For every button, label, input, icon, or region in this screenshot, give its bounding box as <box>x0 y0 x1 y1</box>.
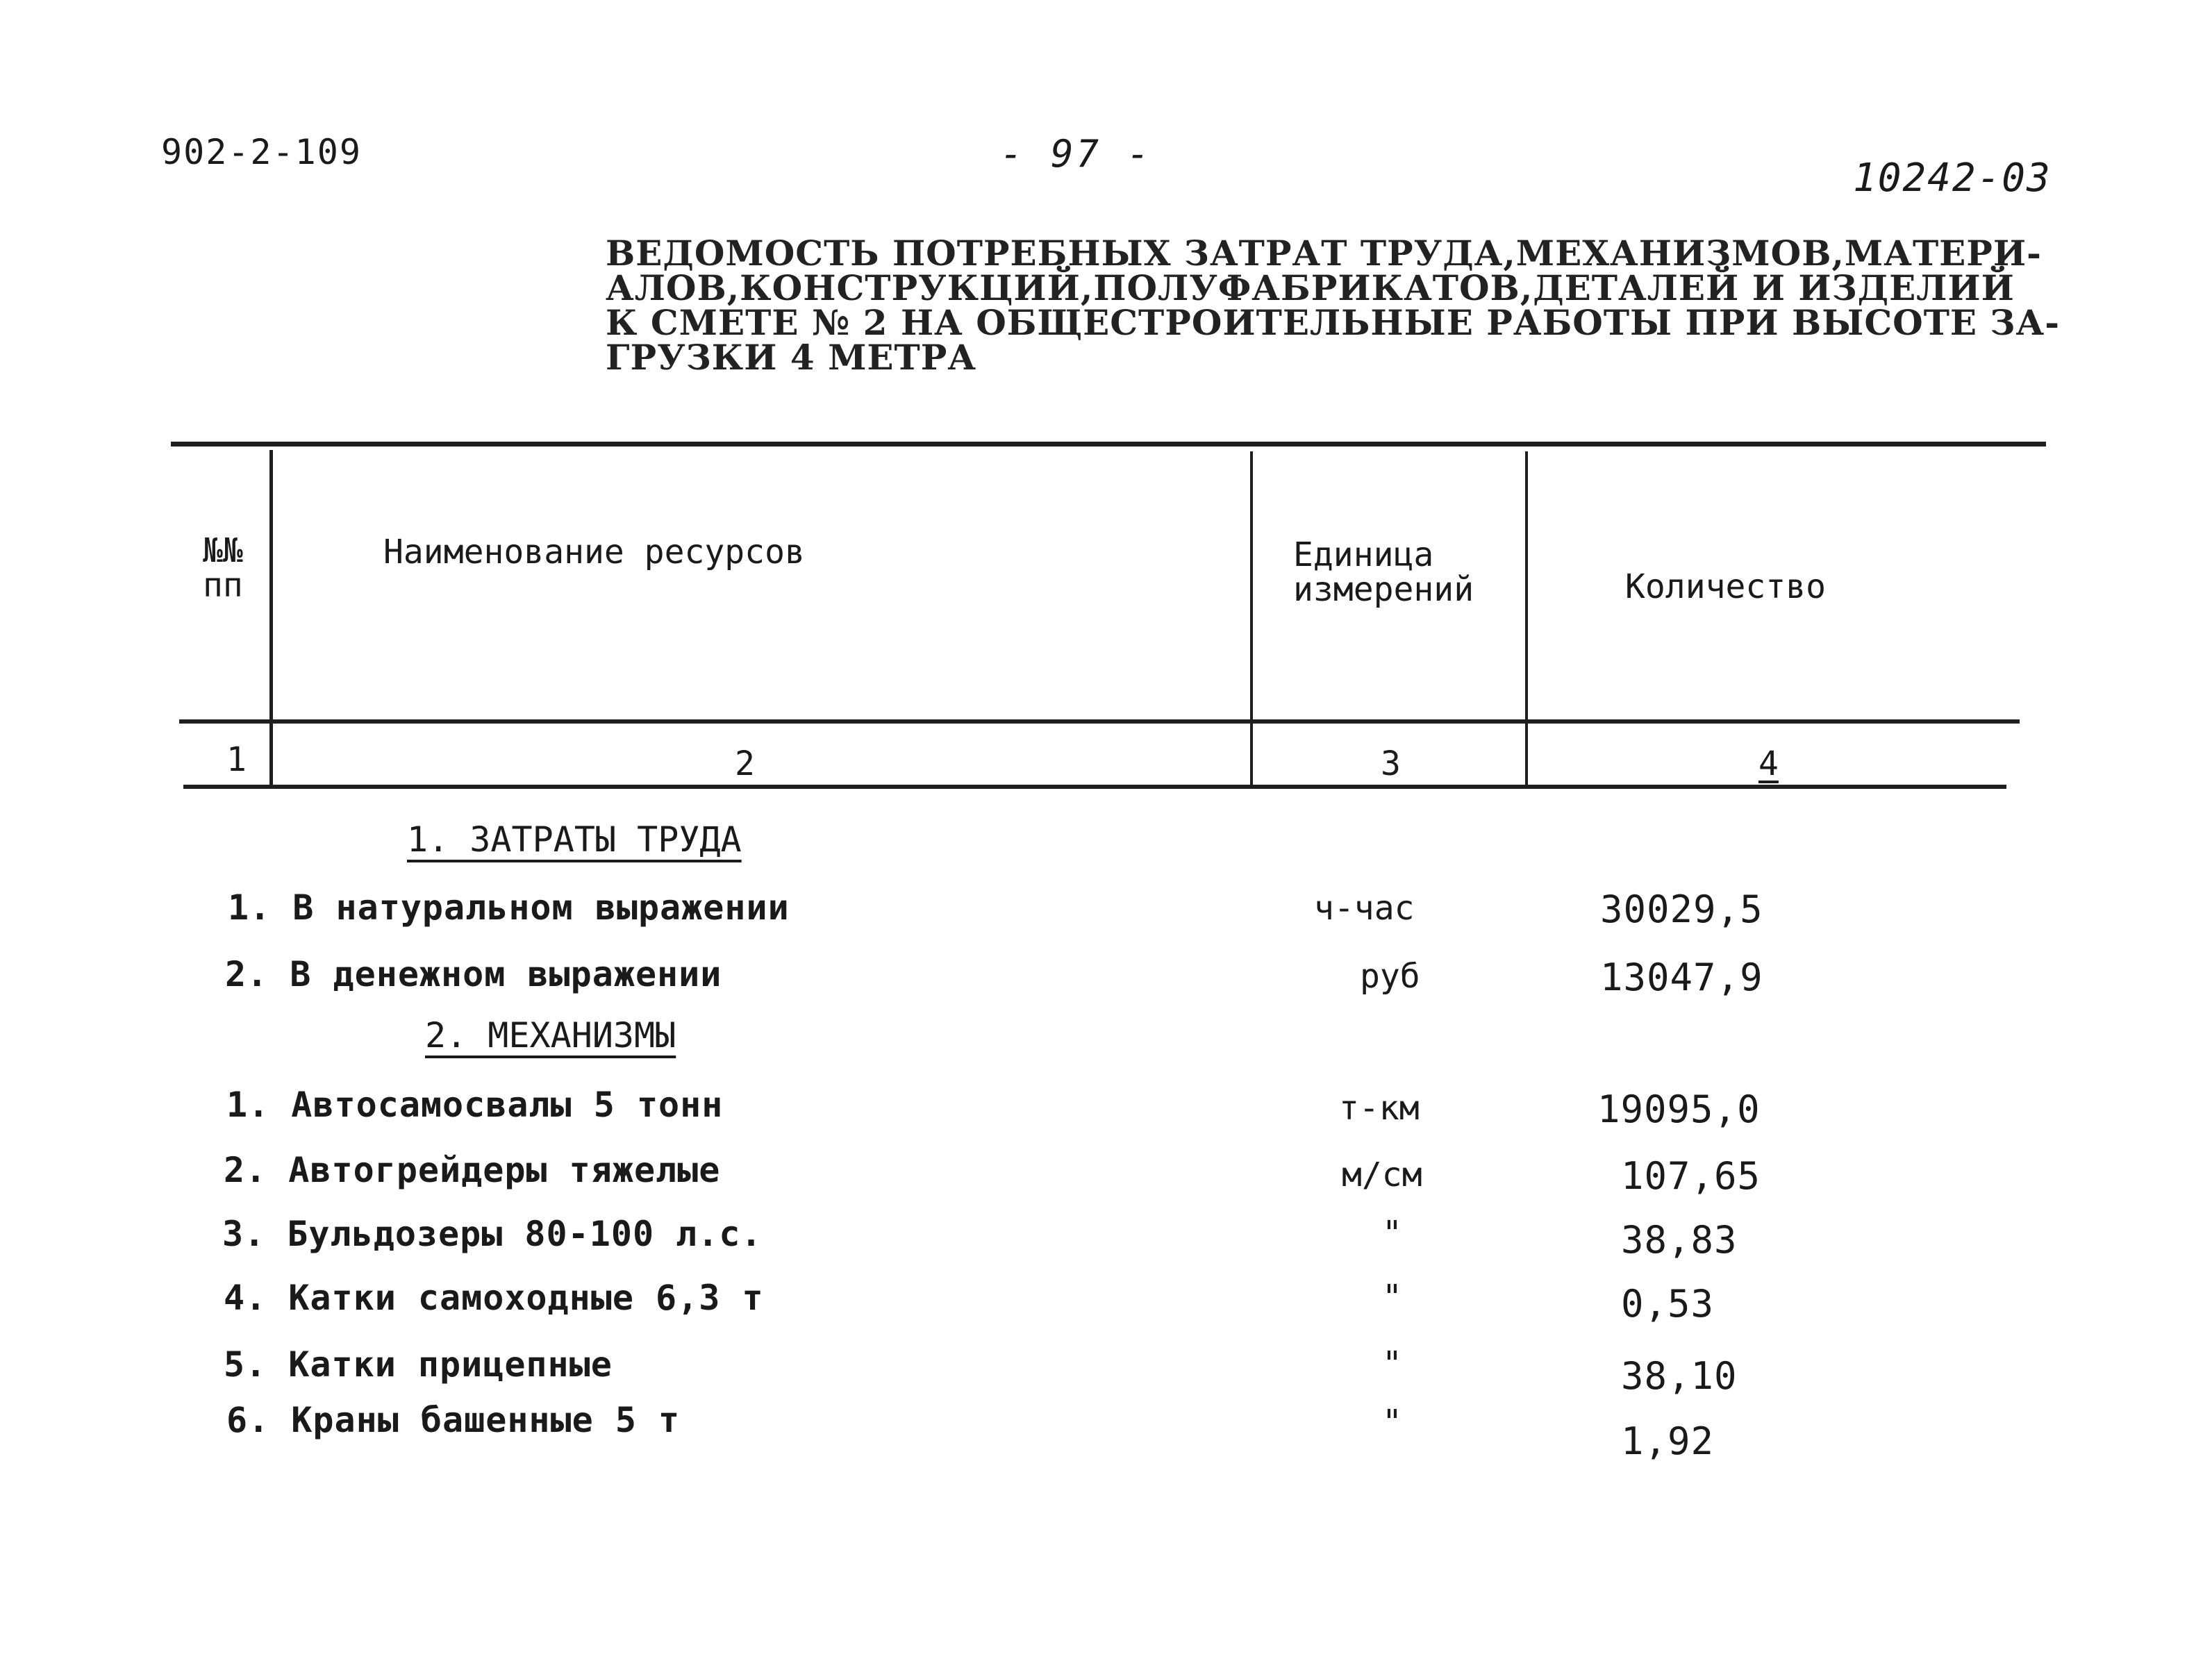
list-item-quantity: 38,83 <box>1621 1218 1738 1262</box>
list-item-unit: ч-час <box>1314 889 1415 928</box>
column-divider-2 <box>1250 451 1253 789</box>
list-item-unit: " <box>1382 1403 1402 1442</box>
column-divider-3 <box>1525 451 1528 789</box>
list-item-quantity: 107,65 <box>1621 1154 1761 1198</box>
title-line: К СМЕТЕ № 2 НА ОБЩЕСТРОИТЕЛЬНЫЕ РАБОТЫ ПРИ ВЫСОТЕ ЗА- <box>606 302 2060 343</box>
header-row-number <box>203 533 243 603</box>
list-item-quantity: 0,53 <box>1621 1282 1715 1326</box>
list-item-unit: " <box>1382 1278 1402 1317</box>
table-colnum-bottom-rule <box>183 785 2006 789</box>
page-number: - 97 - <box>1000 132 1153 176</box>
list-item-name: 3. Бульдозеры 80-100 л.с. <box>222 1214 763 1254</box>
list-item-name: 1. В натуральном выражении <box>228 887 790 928</box>
document-title <box>606 233 2060 378</box>
list-item-name: 2. В денежном выражении <box>225 954 722 994</box>
header-row-number-line2: пп <box>203 566 243 605</box>
list-item-name: 6. Краны башенные 5 т <box>226 1400 681 1440</box>
list-item-unit: т-км <box>1339 1089 1420 1128</box>
header-unit-line1: Единица <box>1293 535 1434 574</box>
section-title-labor: 1. ЗАТРАТЫ ТРУДА <box>407 819 742 860</box>
column-number: 2 <box>735 744 755 783</box>
list-item-name: 1. Автосамосвалы 5 тонн <box>226 1085 724 1125</box>
header-quantity: Количество <box>1625 567 1826 606</box>
title-line: АЛОВ,КОНСТРУКЦИЙ,ПОЛУФАБРИКАТОВ,ДЕТАЛЕЙ И ИЗДЕЛИЙ <box>606 267 2015 308</box>
inventory-number: 10242-03 <box>1853 156 2052 201</box>
list-item-name: 5. Катки прицепные <box>224 1344 613 1385</box>
title-line: ВЕДОМОСТЬ ПОТРЕБНЫХ ЗАТРАТ ТРУДА,МЕХАНИЗМОВ,МАТЕРИ- <box>606 233 2042 274</box>
list-item-name: 4. Катки самоходные 6,3 т <box>224 1278 764 1318</box>
list-item-quantity: 13047,9 <box>1600 956 1763 999</box>
header-row-number-line1: №№ <box>203 531 243 570</box>
section-title-machinery: 2. МЕХАНИЗМЫ <box>425 1015 676 1056</box>
column-number: 3 <box>1381 744 1401 783</box>
table-top-rule <box>171 442 2046 447</box>
list-item-quantity: 30029,5 <box>1600 887 1763 931</box>
column-number: 1 <box>226 740 247 779</box>
header-unit <box>1293 537 1474 607</box>
header-resource-name: Наименование ресурсов <box>383 533 805 571</box>
list-item-name: 2. Автогрейдеры тяжелые <box>224 1150 721 1190</box>
column-number: 4 <box>1758 744 1779 783</box>
list-item-unit: " <box>1382 1344 1402 1383</box>
column-divider-1 <box>269 450 273 789</box>
document-code: 902-2-109 <box>161 132 362 172</box>
header-unit-line2: измерений <box>1293 570 1474 609</box>
table-header-bottom-rule <box>179 719 2020 724</box>
title-line: ГРУЗКИ 4 МЕТРА <box>606 337 977 378</box>
list-item-unit: руб <box>1360 957 1420 996</box>
list-item-unit: " <box>1382 1214 1402 1253</box>
list-item-unit: м/см <box>1342 1155 1422 1194</box>
list-item-quantity: 19095,0 <box>1597 1087 1761 1131</box>
list-item-quantity: 1,92 <box>1621 1419 1715 1463</box>
list-item-quantity: 38,10 <box>1621 1354 1738 1398</box>
